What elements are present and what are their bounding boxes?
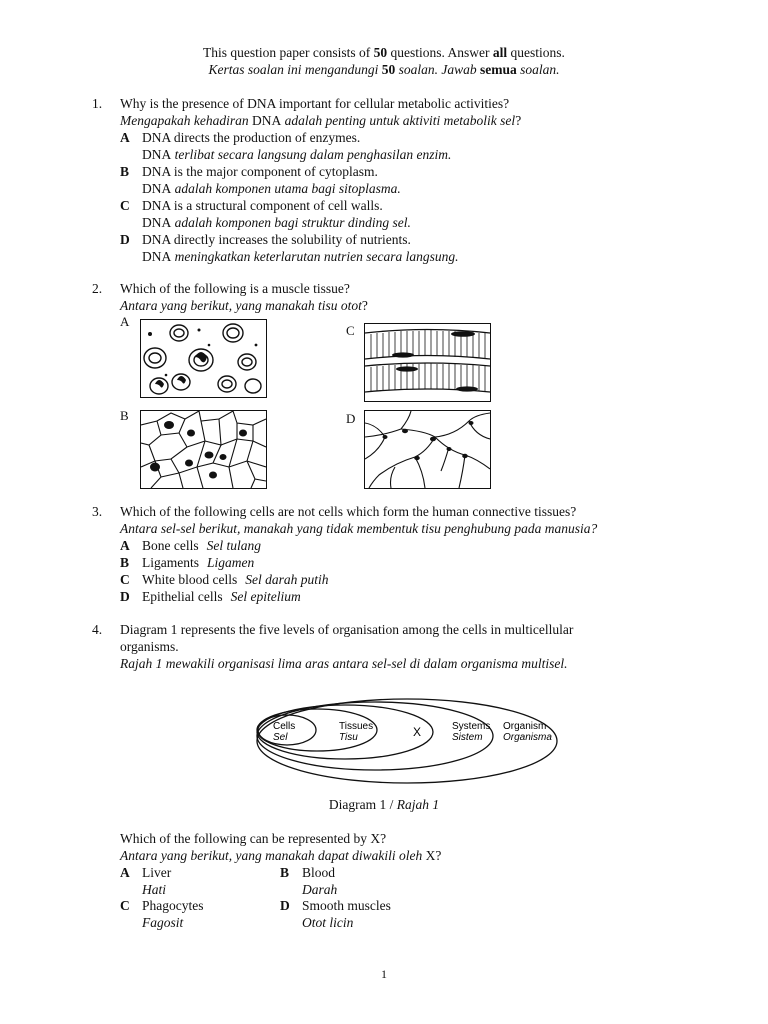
question-stem-english-line2: organisms. [120, 639, 179, 654]
tissue-figure-a[interactable] [140, 319, 267, 398]
diagram-label-tisu: Tisu [339, 732, 358, 743]
question-1 [92, 95, 692, 265]
figure-label-d: D [346, 411, 356, 426]
question-number: 2. [92, 281, 103, 296]
squamous-cells-illustration [141, 411, 266, 488]
instructions-english: This question paper consists of 50 questions. Answer all questions. [203, 45, 565, 60]
question-prompt-malay: Antara yang berikut, yang manakah dapat diwakili oleh X? [120, 848, 442, 863]
tissue-figure-d[interactable] [364, 410, 491, 489]
option-b[interactable]: B Blood Darah [280, 865, 338, 897]
question-stem-malay: Rajah 1 mewakili organisasi lima aras antara sel-sel di dalam organisma multisel. [120, 656, 568, 671]
tissue-figure-b[interactable] [140, 410, 267, 489]
option-a[interactable]: A Bone cells Sel tulang [120, 538, 261, 553]
muscle-fibres-illustration [365, 324, 490, 401]
diagram-caption: Diagram 1 / Rajah 1 [328, 797, 440, 812]
question-stem-malay: Mengapakah kehadiran DNA adalah penting untuk aktiviti metabolik sel? [120, 113, 522, 128]
option-a[interactable]: A DNA directs the production of enzymes. DNA terlibat secara langsung dalam penghasilan enzim. [120, 130, 452, 162]
option-a[interactable]: A Liver Hati [120, 865, 172, 897]
option-d[interactable]: D Epithelial cells Sel epitelium [120, 589, 301, 604]
question-stem-english-line1: Diagram 1 represents the five levels of organisation among the cells in multicellular [120, 622, 574, 637]
option-d[interactable]: D Smooth muscles Otot licin [280, 898, 391, 930]
question-number: 1. [92, 96, 103, 111]
instructions-malay: Kertas soalan ini mengandungi 50 soalan. Jawab semua soalan. [208, 62, 560, 77]
option-b[interactable]: B Ligaments Ligamen [120, 555, 255, 570]
tissue-figure-c[interactable] [364, 323, 491, 402]
option-d[interactable]: D DNA directly increases the solubility of nutrients. DNA meningkatkan keterlarutan nutrien secara langsung. [120, 232, 459, 264]
diagram-label-x: X [413, 725, 422, 739]
organisation-levels-diagram [255, 696, 565, 786]
option-c[interactable]: C Phagocytes Fagosit [120, 898, 204, 930]
question-4 [92, 621, 692, 672]
question-stem-english: Which of the following cells are not cells which form the human connective tissues? [120, 504, 577, 519]
question-stem-malay: Antara sel-sel berikut, manakah yang tidak membentuk tisu penghubung pada manusia? [120, 521, 598, 536]
diagram-label-sistem: Sistem [452, 732, 483, 743]
question-4-prompt [92, 830, 692, 864]
instructions-header [0, 44, 768, 78]
question-stem-english: Why is the presence of DNA important for cellular metabolic activities? [120, 96, 510, 111]
question-2 [92, 280, 692, 314]
figure-label-c: C [346, 323, 355, 338]
option-c[interactable]: C White blood cells Sel darah putih [120, 572, 329, 587]
question-number: 4. [92, 622, 103, 637]
diagram-label-sel: Sel [273, 732, 288, 743]
question-3 [92, 503, 692, 605]
figure-label-a: A [120, 314, 130, 329]
option-b[interactable]: B DNA is the major component of cytoplasm. DNA adalah komponen utama bagi sitoplasma. [120, 164, 401, 196]
option-c[interactable]: C DNA is a structural component of cell walls. DNA adalah komponen bagi struktur dinding sel. [120, 198, 411, 230]
blood-cells-illustration [141, 320, 266, 397]
diagram-label-organism: Organism [503, 721, 547, 732]
diagram-label-systems: Systems [452, 721, 491, 732]
diagram-label-tissues: Tissues [339, 721, 374, 732]
figure-label-b: B [120, 408, 129, 423]
question-number: 3. [92, 504, 103, 519]
connective-cells-illustration [365, 411, 490, 488]
diagram-label-organisma: Organisma [503, 732, 552, 743]
question-stem-malay: Antara yang berikut, yang manakah tisu otot? [120, 298, 368, 313]
page-number: 1 [381, 967, 387, 981]
question-stem-english: Which of the following is a muscle tissue? [120, 281, 350, 296]
question-prompt-english: Which of the following can be represented by X? [120, 831, 387, 846]
diagram-label-cells: Cells [273, 721, 296, 732]
